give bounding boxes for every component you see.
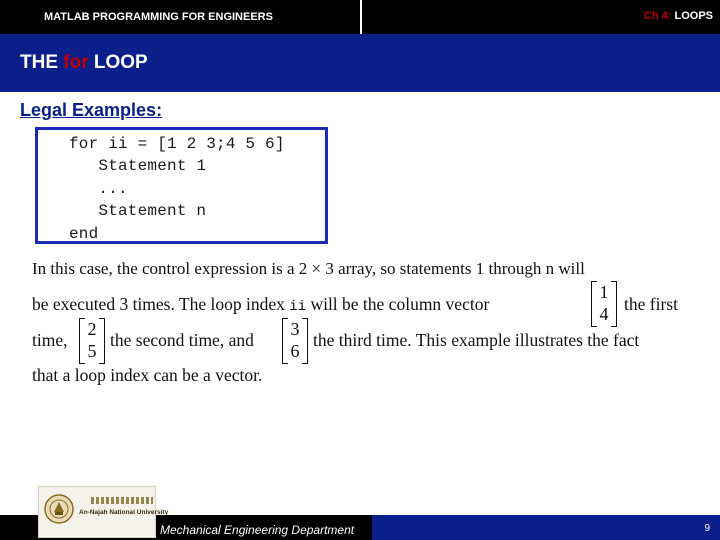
vector-value: 2 xyxy=(87,319,97,339)
right-bracket xyxy=(99,318,105,364)
university-logo xyxy=(38,486,169,538)
university-name: An-Najah National University xyxy=(79,509,169,516)
body-text: the second time, and xyxy=(110,330,254,350)
vector-value: 6 xyxy=(290,341,300,361)
title-suffix: LOOP xyxy=(88,52,148,73)
body-text: the third time. This example illustrates the fact xyxy=(313,330,640,350)
right-bracket xyxy=(302,318,308,364)
code-line: for ii = [1 2 3;4 5 6] xyxy=(69,135,285,153)
title-prefix: THE xyxy=(20,52,64,73)
column-vector-2 xyxy=(79,318,105,362)
code-line: Statement 1 xyxy=(69,157,207,175)
title-keyword: for xyxy=(63,52,89,73)
body-text-line-2 xyxy=(32,294,489,315)
chapter-number: Ch 4: xyxy=(643,10,672,22)
university-arabic-name xyxy=(91,497,153,504)
chapter-label xyxy=(644,10,713,22)
slide-title xyxy=(20,52,148,74)
vector-value: 4 xyxy=(599,304,609,324)
department-name: Mechanical Engineering Department xyxy=(160,523,355,537)
right-bracket xyxy=(611,281,617,327)
chapter-name: LOOPS xyxy=(674,10,713,22)
code-line: end xyxy=(69,225,99,243)
body-text: time, xyxy=(32,330,68,350)
vector-value: 1 xyxy=(599,282,609,302)
column-vector-1 xyxy=(591,281,617,325)
vector-value: 3 xyxy=(290,319,300,339)
page-number: 9 xyxy=(704,523,710,534)
section-heading: Legal Examples: xyxy=(20,100,163,120)
body-text: be executed 3 times. The loop index xyxy=(32,294,285,314)
body-text: will be the column vector xyxy=(310,294,490,314)
footer-bar-right xyxy=(372,515,720,540)
column-vector-3 xyxy=(282,318,308,362)
course-title: MATLAB PROGRAMMING FOR ENGINEERS xyxy=(44,11,273,23)
code-line: Statement n xyxy=(69,202,207,220)
university-emblem-icon xyxy=(43,493,75,525)
vector-value: 5 xyxy=(87,341,97,361)
body-text: the first xyxy=(624,294,678,314)
loop-index-code: ii xyxy=(289,299,307,315)
code-line: ... xyxy=(69,180,128,198)
body-text-line-4: that a loop index can be a vector. xyxy=(32,365,263,385)
body-text-line-1: In this case, the control expression is a 2 × 3 array, so statements 1 through n will xyxy=(32,259,585,278)
